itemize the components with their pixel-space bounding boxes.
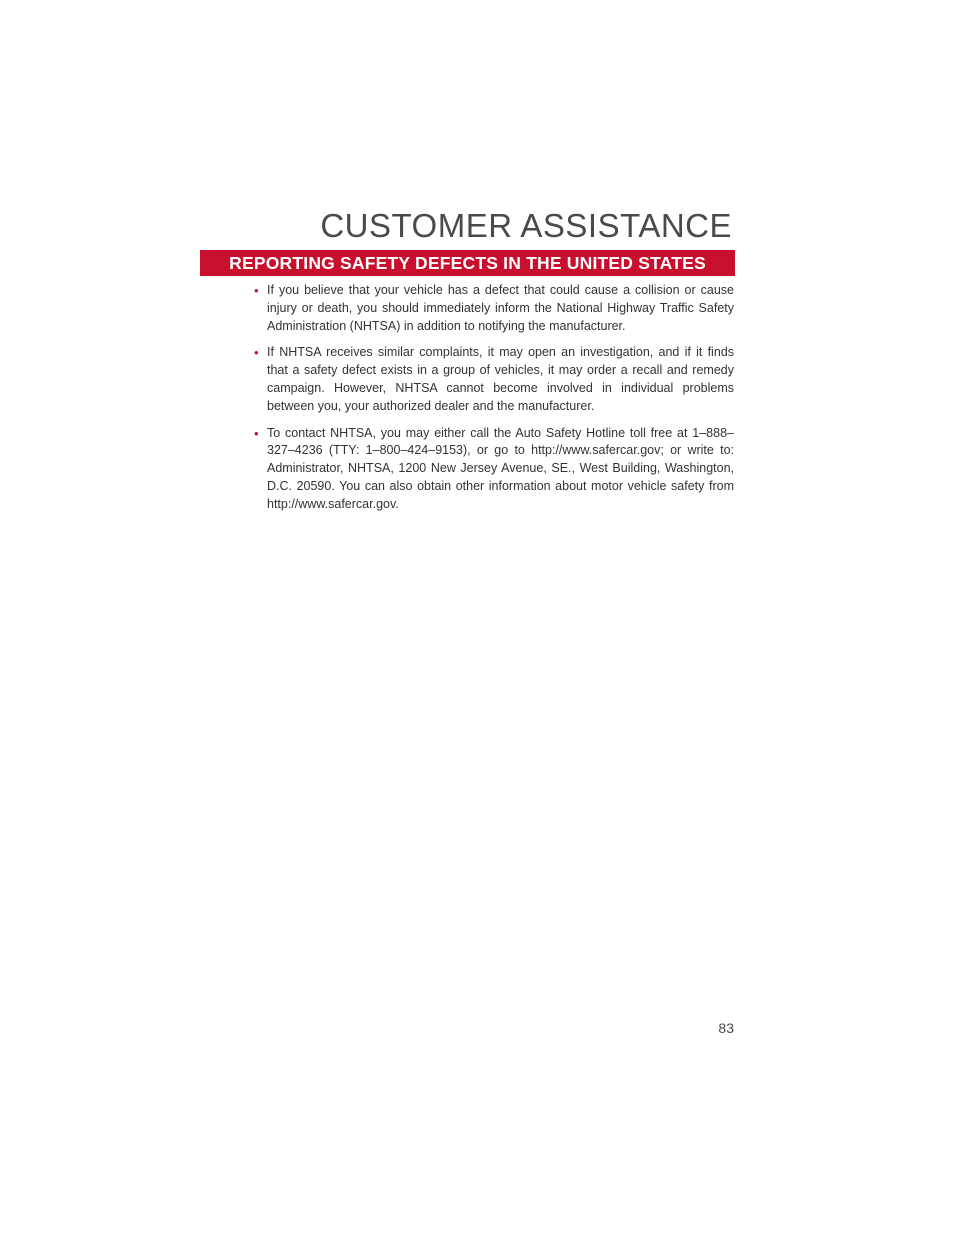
bullet-list	[248, 282, 734, 523]
bullet-icon: •	[254, 425, 259, 441]
list-item	[248, 425, 734, 514]
page-number: 83	[718, 1020, 734, 1036]
list-item-text: If NHTSA receives similar complaints, it may open an investigation, and if it finds that a safety defect exists in a group of vehicles, it may order a recall and remedy campaign. However, NHTSA cannot become involved in individual problems between you, your authorized dealer and the manufacturer.	[267, 345, 734, 413]
bullet-icon: •	[254, 345, 259, 361]
list-item-text: If you believe that your vehicle has a defect that could cause a collision or cause injury or death, you should immediately inform the National Highway Traffic Safety Administration (NHTSA) in addition to notifying the manufacturer.	[267, 283, 734, 333]
bullet-icon: •	[254, 283, 259, 298]
list-item	[248, 344, 734, 415]
section-title: CUSTOMER ASSISTANCE	[320, 207, 732, 244]
list-item	[248, 282, 734, 335]
banner-title: REPORTING SAFETY DEFECTS IN THE UNITED STATES	[229, 252, 706, 273]
section-banner	[200, 250, 735, 276]
list-item-text: To contact NHTSA, you may either call the Auto Safety Hotline toll free at 1–888–327–4236 (TTY: 1–800–424–9153), or go to http://www.safercar.gov; or write to: Administrator, NHTSA, 1200 New Jersey Avenue, SE., West Building, Washington, D.C. 20590. You can also obtain other information about motor vehicle safety from http://www.safercar.gov.	[267, 425, 734, 511]
